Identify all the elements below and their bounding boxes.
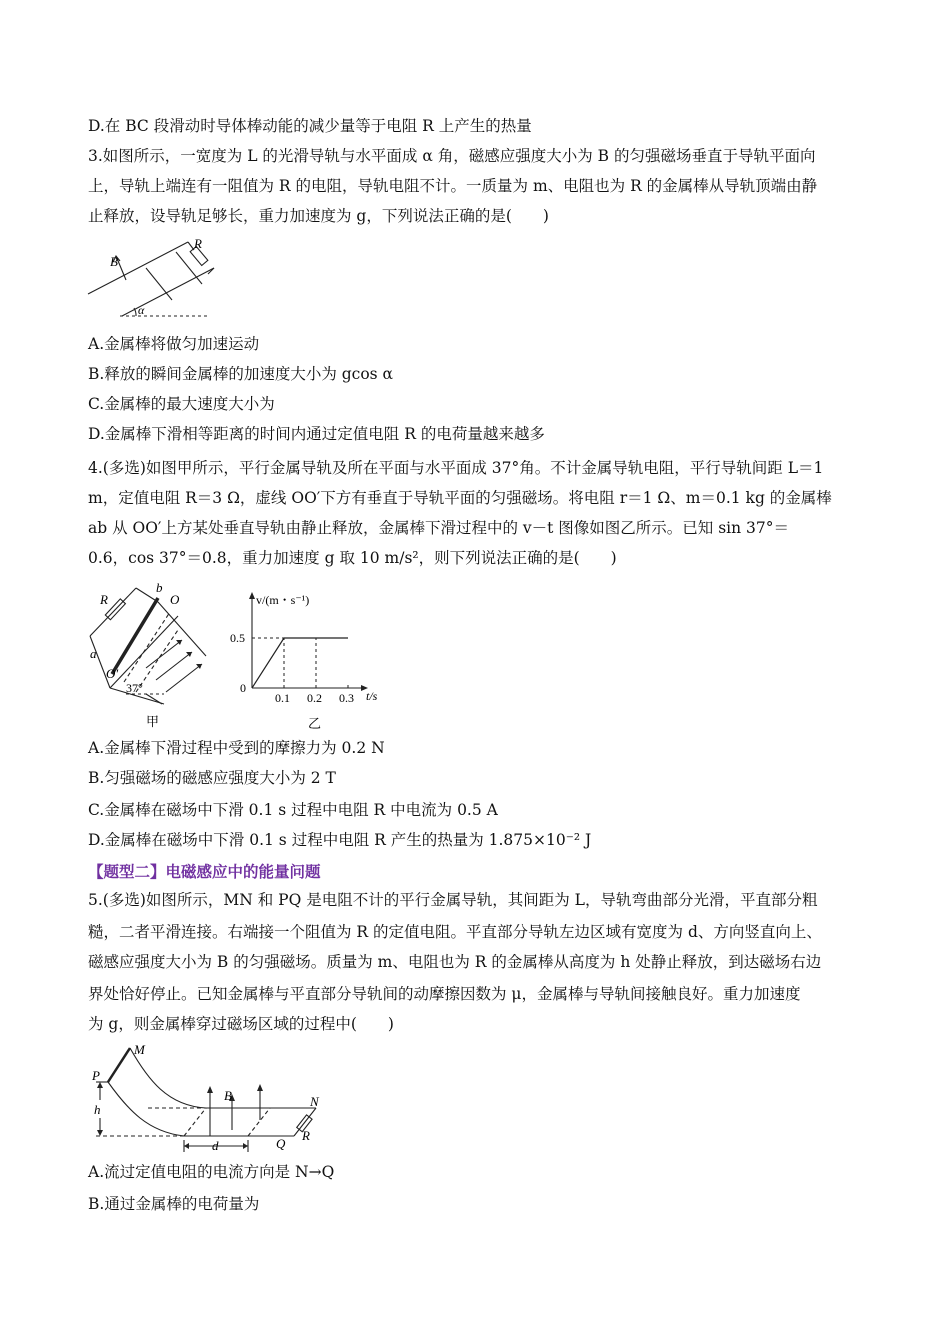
figure-curved-rails [88,1040,338,1160]
question-3-line-1: 3.如图所示，一宽度为 L 的光滑导轨与水平面成 α 角，磁感应强度大小为 B 的匀强磁场垂直于导轨平面向 [88,147,816,165]
section-heading: 【题型二】电磁感应中的能量问题 [88,862,321,881]
figure-yi-vt-chart [228,584,398,732]
question-5-line-3: 磁感应强度大小为 B 的匀强磁场。质量为 m、电阻也为 R 的金属棒从高度为 h 处静止释放，到达磁场右边 [88,953,822,971]
chart-xlabel: t/s [366,689,378,703]
question-5-line-1: 5.(多选)如图所示，MN 和 PQ 是电阻不计的平行金属导轨，其间距为 L，导轨弯曲部分光滑，平直部分粗 [88,891,818,909]
caption-jia: 甲 [146,714,160,729]
x-tick-label: 0.3 [339,691,354,705]
question-5-line-2: 糙，二者平滑连接。右端接一个阻值为 R 的定值电阻。平直部分导轨左边区域有宽度为 d、方向竖直向上、 [88,923,822,941]
label-R: R [302,1128,310,1143]
label-N: N [310,1094,319,1109]
option-4b: B.匀强磁场的磁感应强度大小为 2 T [88,769,336,787]
figure-jia-rails [86,580,216,730]
question-4-line-3: ab 从 OO′上方某处垂直导轨由静止释放，金属棒下滑过程中的 v－t 图像如图乙所示。已知 sin 37°＝ [88,519,790,537]
label-R: R [194,236,202,251]
option-5b: B.通过金属棒的电荷量为 [88,1195,260,1213]
x-tick-label: 0.1 [275,691,290,705]
option-4a: A.金属棒下滑过程中受到的摩擦力为 0.2 N [88,739,385,757]
label-alpha: α [138,303,145,317]
series-line [252,638,348,688]
y-tick-label: 0.5 [230,631,245,645]
option-4d: D.金属棒在磁场中下滑 0.1 s 过程中电阻 R 产生的热量为 1.875×10⁻² J [88,831,592,849]
option-3b: B.释放的瞬间金属棒的加速度大小为 gcos α [88,365,394,383]
label-a: a [90,646,97,661]
question-4-line-2: m，定值电阻 R＝3 Ω，虚线 OO′下方有垂直于导轨平面的匀强磁场。将电阻 r＝1 Ω、m＝0.1 kg 的金属棒 [88,489,832,507]
label-B: B [224,1088,232,1103]
option-3a: A.金属棒将做匀加速运动 [88,335,260,353]
option-3c: C.金属棒的最大速度大小为 [88,395,275,413]
question-5-line-4: 界处恰好停止。已知金属棒与平直部分导轨间的动摩擦因数为 μ，金属棒与导轨间接触良好。重力加速度 [88,985,801,1003]
question-3-line-3: 止释放，设导轨足够长，重力加速度为 g，下列说法正确的是( ) [88,207,549,225]
question-5-line-5: 为 g，则金属棒穿过磁场区域的过程中( ) [88,1015,394,1033]
label-O: O [170,592,180,607]
label-B: B [110,254,118,269]
option-4c: C.金属棒在磁场中下滑 0.1 s 过程中电阻 R 中电流为 0.5 A [88,801,498,819]
label-h: h [94,1102,101,1117]
figure-inclined-rails [84,232,224,322]
option-5a: A.流过定值电阻的电流方向是 N→Q [88,1163,335,1181]
label-b: b [156,580,163,595]
question-4-line-4: 0.6，cos 37°＝0.8，重力加速度 g 取 10 m/s²，则下列说法正确的是( ) [88,549,617,567]
chart-origin: 0 [240,681,246,695]
x-tick-label: 0.2 [307,691,322,705]
label-R: R [100,592,108,607]
question-4-line-1: 4.(多选)如图甲所示，平行金属导轨及所在平面与水平面成 37°角。不计金属导轨电阻，平行导轨间距 L＝1 [88,459,824,477]
label-M: M [134,1042,145,1057]
chart-ylabel: v/(m・s⁻¹) [256,593,310,607]
option-3d: D.金属棒下滑相等距离的时间内通过定值电阻 R 的电荷量越来越多 [88,425,545,443]
label-Q: Q [276,1136,286,1151]
option-3d-prev: D.在 BC 段滑动时导体棒动能的减少量等于电阻 R 上产生的热量 [88,117,532,135]
label-P: P [92,1068,100,1083]
caption-yi: 乙 [308,716,322,731]
question-3-line-2: 上，导轨上端连有一阻值为 R 的电阻，导轨电阻不计。一质量为 m、电阻也为 R 的金属棒从导轨顶端由静 [88,177,818,195]
label-angle: 37° [126,681,143,695]
label-d: d [212,1138,219,1153]
label-O-prime: O′ [106,666,119,681]
